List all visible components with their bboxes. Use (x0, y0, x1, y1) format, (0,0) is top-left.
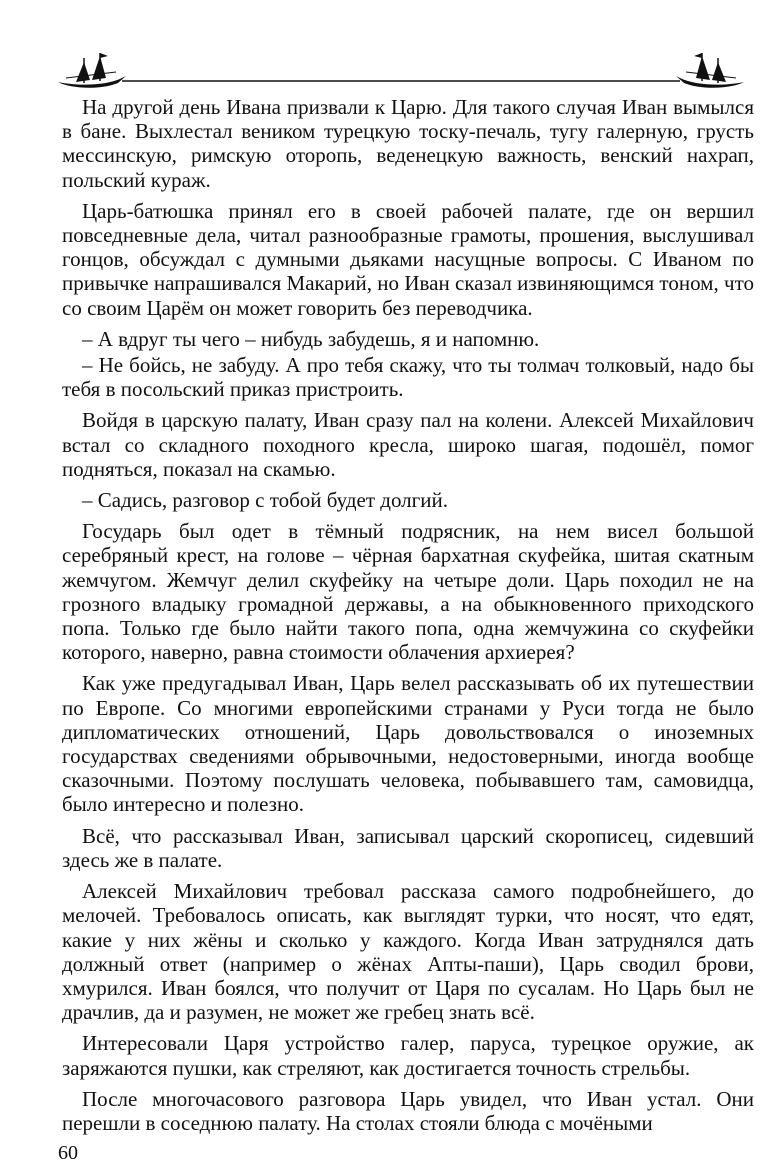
paragraph: Царь-батюшка принял его в своей рабочей палате, где он вершил повседневные дела, читал разнообразные грамоты, прошения, выслушивал гонцов, обсуждал с думными дьяками насущные вопросы. С Иваном по привычке напрашивался Макарий, но Иван сказал извиняющимся тоном, что со своим Царём он может говорить без переводчика. (62, 198, 754, 320)
paragraph: На другой день Ивана призвали к Царю. Для такого случая Иван вымылся в бане. Выхлестал веником турецкую тоску-печаль, тугу галерную, грусть мессинскую, римскую оторопь, веденецкую важность, венский нахрап, польский кураж. (62, 95, 754, 192)
dialogue-line: – Не бойсь, не забуду. А про тебя скажу, что ты толмач толковый, надо бы тебя в посольский приказ пристроить. (62, 353, 754, 402)
page-body (62, 95, 754, 1142)
dialogue-line: – А вдруг ты чего – нибудь забудешь, я и напомню. (82, 326, 540, 351)
ship-icon (676, 53, 744, 88)
paragraph: Войдя в царскую палату, Иван сразу пал на колени. Алексей Михайлович встал со складного походного кресла, широко шагая, подошёл, помог подняться, показал на скамью. (62, 408, 754, 481)
dialogue-line: – Садись, разговор с тобой будет долгий. (82, 488, 448, 513)
page-number: 60 (58, 1142, 78, 1164)
paragraph: Как уже предугадывал Иван, Царь велел рассказывать об их путешествии по Европе. Со многими европейскими странами у Руси тогда не было дипломатических отношений, Царь довольствовался о иноземных государствах сведениями обрывочными, недостоверными, иногда вообще сказочными. Поэтому послушать человека, побывавшего там, самовидца, было интересно и полезно. (62, 671, 754, 817)
header-ornament (56, 52, 746, 92)
paragraph: Всё, что рассказывал Иван, записывал царский скорописец, сидевший здесь же в палате. (62, 823, 754, 872)
page-header (56, 52, 746, 92)
paragraph: Алексей Михайлович требовал рассказа самого подробнейшего, до мелочей. Требовалось описать, как выглядят турки, что носят, что едят, какие у них жёны и сколько у каждого. Когда Иван затруднялся дать должный ответ (например о жёнах Апты-паши), Царь сводил брови, хмурился. Иван боялся, что получит от Царя по сусалам. Но Царь был не драчлив, да и разумен, не может же гребец знать всё. (62, 879, 754, 1025)
paragraph: После многочасового разговора Царь увидел, что Иван устал. Они перешли в соседнюю палату. На столах стояли блюда с мочёными (62, 1086, 754, 1135)
ship-icon (58, 53, 126, 88)
paragraph: Интересовали Царя устройство галер, паруса, турецкое оружие, ак заряжаются пушки, как стреляют, как достигается точность стрельбы. (62, 1031, 754, 1080)
paragraph: Государь был одет в тёмный подрясник, на нем висел большой серебряный крест, на голове – чёрная бархатная скуфейка, шитая скатным жемчугом. Жемчуг делил скуфейку на четыре доли. Царь походил не на грозного владыку громадной державы, а на обыкновенного приходского попа. Только где было найти такого попа, одна жемчужина со скуфейки которого, наверно, равна стоимости облачения архиерея? (62, 519, 754, 665)
